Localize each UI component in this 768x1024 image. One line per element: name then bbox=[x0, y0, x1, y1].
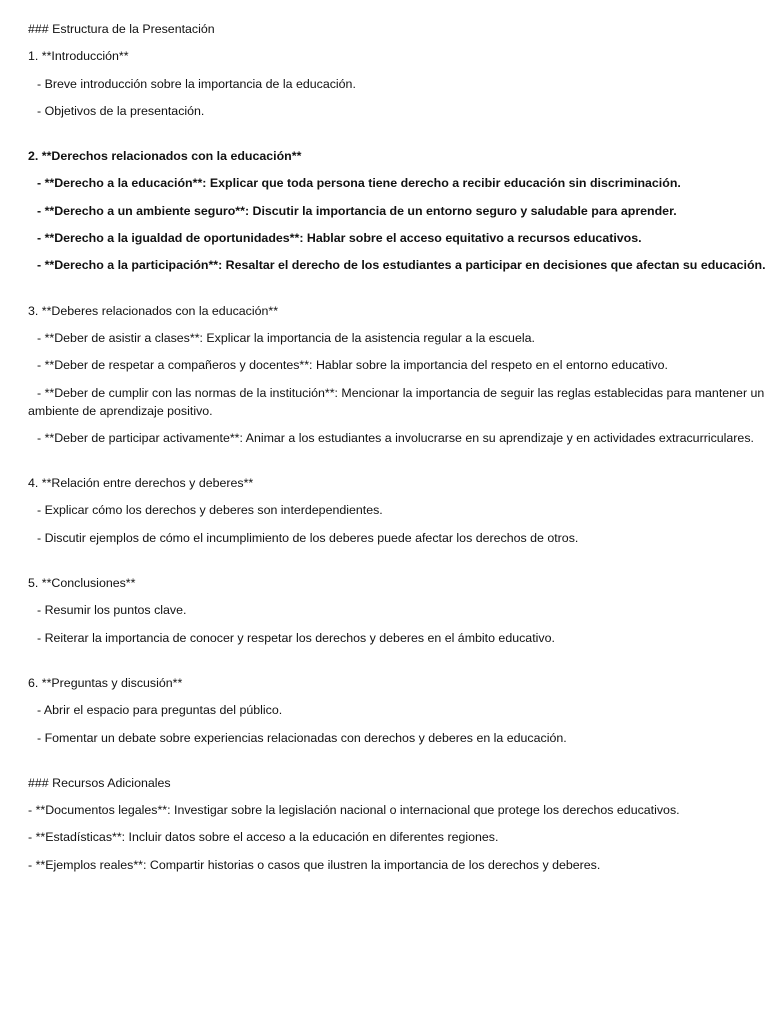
section-3-item: - **Deber de asistir a clases**: Explicar la importancia de la asistencia regular a la escuela. bbox=[37, 330, 535, 345]
blank-line bbox=[28, 456, 766, 474]
resource-item: - **Ejemplos reales**: Compartir historias o casos que ilustren la importancia de los derechos y deberes. bbox=[28, 857, 601, 872]
document-page bbox=[28, 20, 766, 883]
section-6-title: 6. **Preguntas y discusión** bbox=[28, 675, 183, 690]
blank-line bbox=[28, 656, 766, 674]
blank-line bbox=[28, 756, 766, 774]
section-4-item: - Discutir ejemplos de cómo el incumplimiento de los deberes puede afectar los derechos de otros. bbox=[37, 530, 579, 545]
blank-line bbox=[28, 556, 766, 574]
section-2-item: - **Derecho a la educación**: Explicar que toda persona tiene derecho a recibir educación sin discriminación. bbox=[37, 176, 681, 191]
section-2-item: - **Derecho a un ambiente seguro**: Discutir la importancia de un entorno seguro y saludable para aprender. bbox=[37, 203, 677, 218]
resource-item: - **Estadísticas**: Incluir datos sobre el acceso a la educación en diferentes regiones. bbox=[28, 830, 499, 845]
section-2-title: 2. **Derechos relacionados con la educación** bbox=[28, 149, 302, 164]
section-3-item: - **Deber de participar activamente**: Animar a los estudiantes a involucrarse en su aprendizaje y en actividades extracurriculares. bbox=[37, 430, 754, 445]
section-3-item: - **Deber de cumplir con las normas de la institución**: Mencionar la importancia de seguir las reglas establecidas para mantener un ambiente de aprendizaje positivo. bbox=[28, 385, 768, 418]
section-4-item: - Explicar cómo los derechos y deberes son interdependientes. bbox=[37, 503, 383, 518]
section-2-item: - **Derecho a la participación**: Resaltar el derecho de los estudiantes a participar en decisiones que afectan su educación. bbox=[37, 258, 766, 273]
section-6-item: - Abrir el espacio para preguntas del público. bbox=[37, 703, 283, 718]
blank-line bbox=[28, 284, 766, 302]
section-1-title: 1. **Introducción** bbox=[28, 49, 129, 64]
section-2-item: - **Derecho a la igualdad de oportunidades**: Hablar sobre el acceso equitativo a recursos educativos. bbox=[37, 231, 642, 246]
resources-heading: ### Recursos Adicionales bbox=[28, 775, 171, 790]
section-3-item: - **Deber de respetar a compañeros y docentes**: Hablar sobre la importancia del respeto en el entorno educativo. bbox=[37, 358, 668, 373]
section-5-item: - Reiterar la importancia de conocer y respetar los derechos y deberes en el ámbito educativo. bbox=[37, 630, 555, 645]
blank-line bbox=[28, 129, 766, 147]
section-5-title: 5. **Conclusiones** bbox=[28, 576, 136, 591]
structure-heading: ### Estructura de la Presentación bbox=[28, 22, 215, 36]
section-6-item: - Fomentar un debate sobre experiencias relacionadas con derechos y deberes en la educación. bbox=[37, 730, 567, 745]
section-5-item: - Resumir los puntos clave. bbox=[37, 603, 187, 618]
section-3-title: 3. **Deberes relacionados con la educación** bbox=[28, 303, 279, 318]
resource-item: - **Documentos legales**: Investigar sobre la legislación nacional o internacional que protege los derechos educativos. bbox=[28, 803, 680, 818]
section-4-title: 4. **Relación entre derechos y deberes** bbox=[28, 476, 254, 491]
section-1-item: - Breve introducción sobre la importancia de la educación. bbox=[37, 76, 356, 91]
section-1-item: - Objetivos de la presentación. bbox=[37, 103, 205, 118]
